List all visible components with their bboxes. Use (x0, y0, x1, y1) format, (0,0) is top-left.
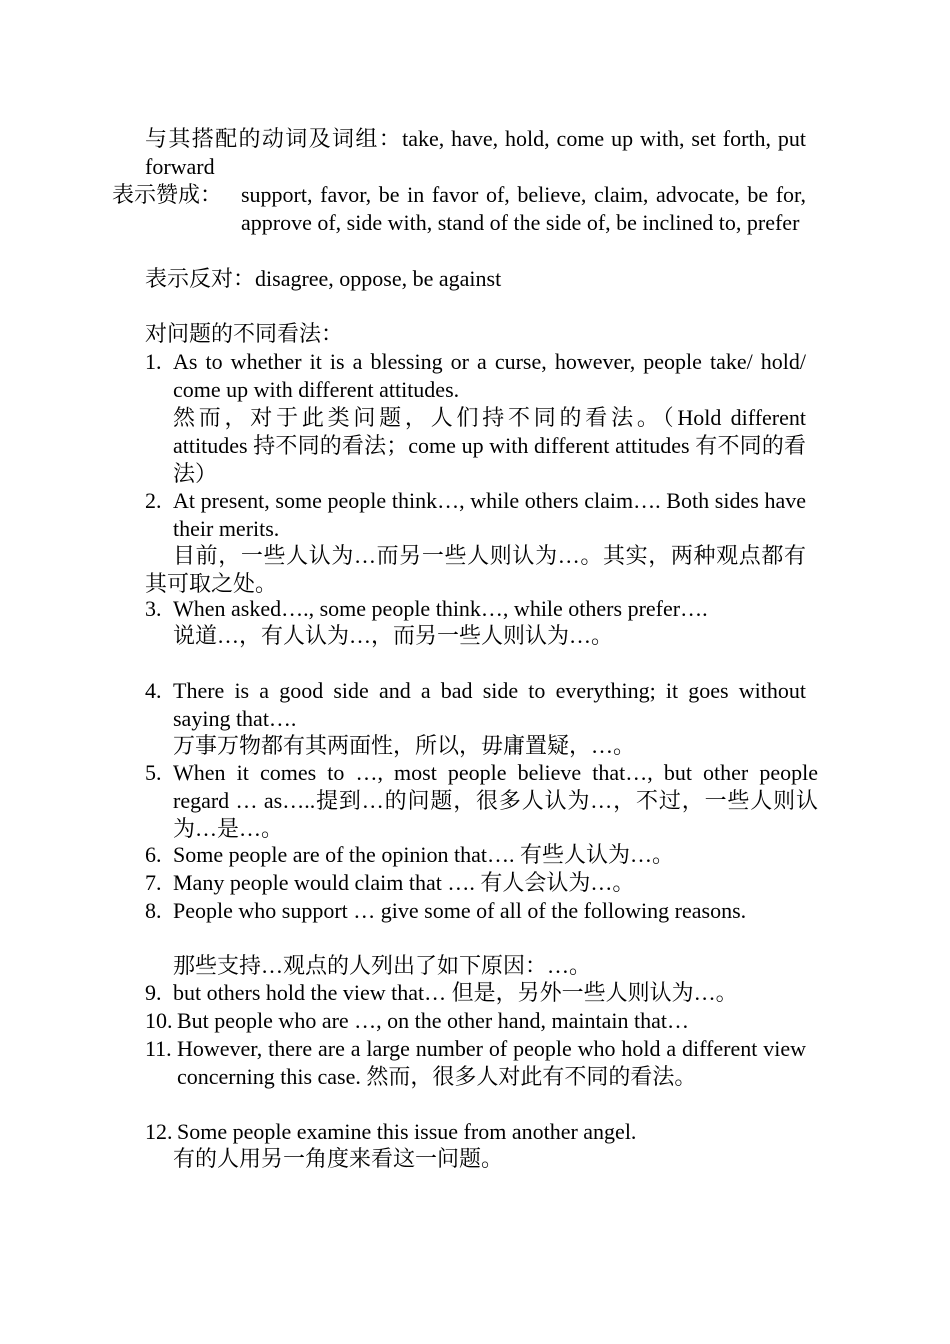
approve-text: support, favor, be in favor of, believe, claim, advocate, be for, approve of, side with, stand of the side of, be inclined to, prefer (241, 182, 806, 235)
item-number: 2. (145, 488, 162, 513)
item-number: 1. (145, 349, 162, 374)
oppose-text: disagree, oppose, be against (255, 266, 502, 291)
approve-label: 表示赞成： (112, 182, 223, 207)
item-chinese: 万事万物都有其两面性，所以，毋庸置疑，…。 (173, 733, 636, 758)
item-english: But people who are …, on the other hand, maintain that… (177, 1008, 689, 1033)
item-english: Some people examine this issue from another angel. (177, 1119, 637, 1144)
verbs-paragraph (145, 125, 806, 181)
item-number: 3. (145, 596, 162, 621)
oppose-paragraph (145, 265, 806, 293)
verbs-text: take, have, hold, come up with, set forth, put forward (145, 126, 806, 179)
item-english: When asked…., some people think…, while others prefer…. (173, 596, 708, 621)
item-english: At present, some people think…, while others claim…. Both sides have their merits. (173, 488, 806, 541)
item-english: When it comes to …, most people believe that…, but other people regard … as…..提到…的问题，很多人认为…，不过，一些人则认为…是…。 (173, 760, 818, 841)
item-number: 9. (145, 980, 162, 1005)
item-english: However, there are a large number of people who hold a different view concerning this case. 然而，很多人对此有不同的看法。 (177, 1036, 806, 1089)
item-english: As to whether it is a blessing or a curse, however, people take/ hold/ come up with different attitudes. (173, 349, 806, 402)
section-heading: 对问题的不同看法： (145, 321, 344, 346)
item-english: Many people would claim that …. 有人会认为…。 (173, 870, 635, 895)
item-number: 11. (145, 1036, 172, 1061)
item-number: 7. (145, 870, 162, 895)
item-english: People who support … give some of all of the following reasons. (173, 898, 747, 923)
item-number: 4. (145, 678, 162, 703)
item-english: but others hold the view that… 但是，另外一些人则认为…。 (173, 980, 738, 1005)
item-number: 10. (145, 1008, 173, 1033)
item-number: 12. (145, 1119, 173, 1144)
item-chinese: 说道…，有人认为…，而另一些人则认为…。 (173, 623, 614, 648)
item-english: There is a good side and a bad side to everything; it goes without saying that…. (173, 678, 806, 731)
verbs-label: 与其搭配的动词及词组： (145, 126, 403, 151)
item-number: 8. (145, 898, 162, 923)
item-english: Some people are of the opinion that…. 有些人认为…。 (173, 842, 675, 867)
item-chinese: 那些支持…观点的人列出了如下原因：…。 (173, 953, 592, 978)
item-chinese: 有的人用另一角度来看这一问题。 (173, 1146, 504, 1171)
item-chinese: 目前，一些人认为…而另一些人则认为…。其实，两种观点都有其可取之处。 (145, 543, 806, 596)
oppose-label: 表示反对： (145, 266, 256, 291)
item-number: 5. (145, 760, 162, 785)
item-number: 6. (145, 842, 162, 867)
item-chinese: 然而，对于此类问题，人们持不同的看法。（Hold different attitudes 持不同的看法；come up with different attitudes 有不同的看法） (173, 405, 806, 486)
